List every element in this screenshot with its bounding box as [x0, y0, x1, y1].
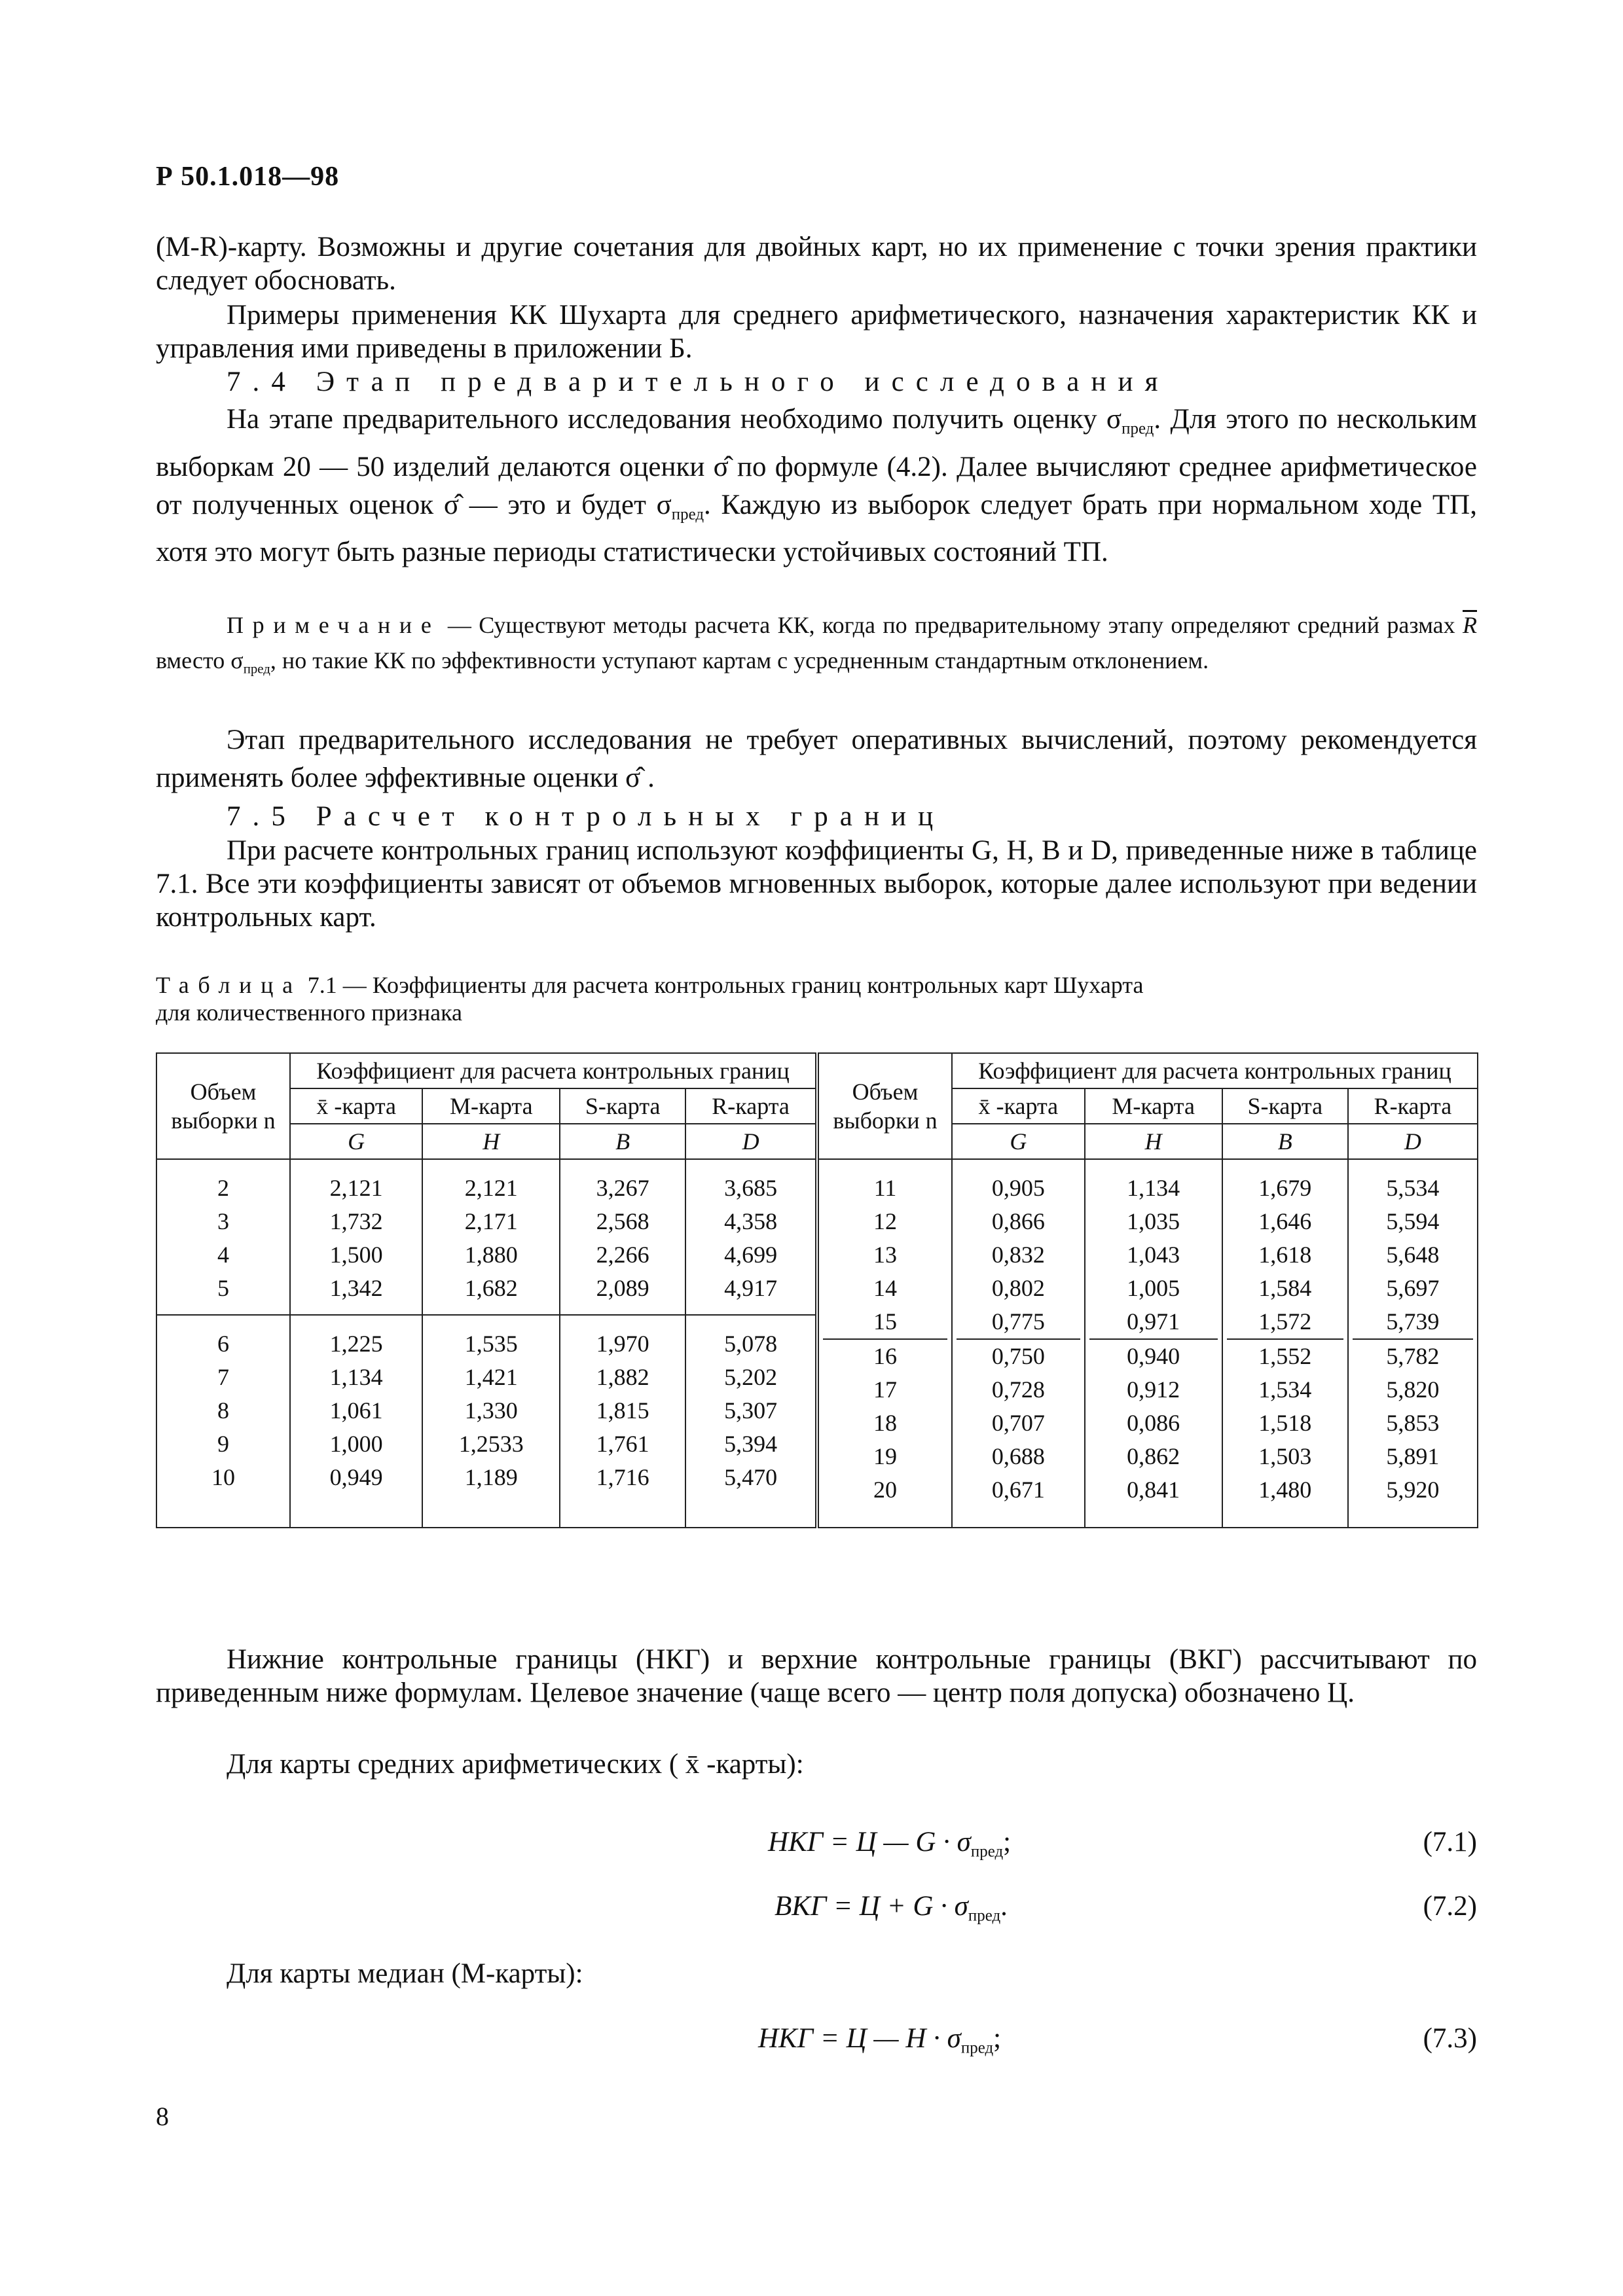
left-g1-g — [290, 1159, 422, 1315]
table-cell-value: 0,086 — [1127, 1410, 1180, 1436]
table-cell-value: 5,078 — [724, 1331, 778, 1357]
table-cell-value: 0,971 — [1127, 1308, 1180, 1335]
table-cell-value: 5,891 — [1386, 1443, 1440, 1469]
table-cell-value: 1,716 — [596, 1464, 649, 1490]
table-cell-value: 2 — [217, 1175, 229, 1201]
table-cell-value: 16 — [823, 1338, 947, 1373]
table-cell-value: 5,782 — [1353, 1338, 1473, 1373]
table-cell-value: 7 — [217, 1364, 229, 1390]
paragraph-7: Для карты средних арифметических ( x̄ -карты): — [227, 1749, 804, 1780]
table-cell-value: 1,134 — [329, 1364, 383, 1390]
paragraph-5: При расчете контрольных границ используют коэффициенты G, H, B и D, приведенные ниже в таблице 7.1. Все эти коэффициенты зависят от объемов мгновенных выборок, которые далее используют при ведении контрольных карт. — [156, 835, 1477, 933]
paragraph-1: (M-R)-карту. Возможны и другие сочетания для двойных карт, но их применение с точки зрения практики следует обосновать. — [156, 232, 1477, 296]
sym-b-left: B — [560, 1124, 685, 1159]
table-cell-value: 4,358 — [724, 1208, 778, 1234]
table-cell-value: 1,584 — [1258, 1275, 1312, 1301]
equation-number-7-3: (7.3) — [1423, 2023, 1477, 2054]
table-cell-value: 1,552 — [1227, 1338, 1343, 1373]
table-cell-value: 1,421 — [464, 1364, 518, 1390]
table-cell-value: 0,802 — [991, 1275, 1045, 1301]
table-cell-value: 11 — [873, 1175, 897, 1201]
chart-x-left: x̄ -карта — [290, 1088, 422, 1124]
left-g1-b — [560, 1159, 685, 1315]
right-h — [1085, 1159, 1222, 1528]
table-cell-value: 3,685 — [724, 1175, 778, 1201]
table-cell-value: 8 — [217, 1397, 229, 1424]
table-cell-value: 1,970 — [596, 1331, 649, 1357]
table-cell-value: 2,121 — [464, 1175, 518, 1201]
table-cell-value: 12 — [873, 1208, 898, 1234]
table-cell-value: 5 — [217, 1275, 229, 1301]
table-cell-value: 0,841 — [1127, 1477, 1180, 1503]
paragraph-4: Этап предварительного исследования не требует оперативных вычислений, поэтому рекомендуется применять более эффективные оценки σ̂ . — [156, 725, 1477, 793]
table-cell-value: 1,005 — [1127, 1275, 1180, 1301]
sym-d-left: D — [685, 1124, 817, 1159]
left-g2-d — [685, 1315, 817, 1528]
table-cell-value: 1,225 — [329, 1331, 383, 1357]
table-cell-value: 1,618 — [1258, 1242, 1312, 1268]
sym-h-right: H — [1085, 1124, 1222, 1159]
table-header-row-2 — [156, 1088, 1478, 1124]
table-cell-value: 5,394 — [724, 1431, 778, 1457]
table-cell-value: 2,089 — [596, 1275, 649, 1301]
table-cell-value: 5,202 — [724, 1364, 778, 1390]
table-cell-value: 1,035 — [1127, 1208, 1180, 1234]
table-cell-value: 0,775 — [991, 1308, 1045, 1335]
table-cell-value: 5,534 — [1386, 1175, 1440, 1201]
table-cell-value: 1,534 — [1258, 1376, 1312, 1403]
left-g2-h — [422, 1315, 560, 1528]
table-cell-value: 1,061 — [329, 1397, 383, 1424]
table-cell-value: 0,905 — [991, 1175, 1045, 1201]
table-cell-value: 1,330 — [464, 1397, 518, 1424]
table-cell-value: 2,266 — [596, 1242, 649, 1268]
table-cell-value: 0,728 — [991, 1376, 1045, 1403]
right-n — [817, 1159, 952, 1528]
table-cell-value: 5,648 — [1386, 1242, 1440, 1268]
table-cell-value: 1,189 — [464, 1464, 518, 1490]
table-cell-value: 2,171 — [464, 1208, 518, 1234]
table-row — [156, 1159, 1478, 1315]
left-g1-d — [685, 1159, 817, 1315]
table-cell-value: 1,2533 — [458, 1431, 524, 1457]
paragraph-8: Для карты медиан (M-карты): — [227, 1958, 583, 1989]
table-cell-value: 0,750 — [957, 1338, 1080, 1373]
table-cell-value: 4 — [217, 1242, 229, 1268]
left-g2-b — [560, 1315, 685, 1528]
table-cell-value: 1,535 — [464, 1331, 518, 1357]
paragraph-3: На этапе предварительного исследования необходимо получить оценку $\sigma_{пред}$. Для этого по нескольким выборкам 20 — 50 изделий делаются оценки σ̂ по формуле (4.2). Далее вычисляют среднее арифметическое от полученных оценок σ̂ — это и будет $\sigma_{пред}$. Каждую из выборок следует брать при нормальном ходе ТП, хотя это могут быть разные периоды статистически устойчивых состояний ТП. — [156, 404, 1478, 568]
chart-m-right: M-карта — [1085, 1088, 1222, 1124]
table-cell-value: 5,920 — [1386, 1477, 1440, 1503]
sym-g-left: G — [290, 1124, 422, 1159]
sym-d-right: D — [1348, 1124, 1478, 1159]
table-caption: Таблица 7.1 — Коэффициенты для расчета контрольных границ контрольных карт Шухарта для количественного признака — [156, 972, 1144, 1026]
table-cell-value: 1,646 — [1258, 1208, 1312, 1234]
table-cell-value: 1,572 — [1258, 1308, 1312, 1335]
table-cell-value: 0,912 — [1127, 1376, 1180, 1403]
table-cell-value: 4,699 — [724, 1242, 778, 1268]
right-d — [1348, 1159, 1478, 1528]
table-cell-value: 15 — [873, 1308, 898, 1335]
table-cell-value: 3 — [217, 1208, 229, 1234]
chart-x-right: x̄ -карта — [952, 1088, 1085, 1124]
table-cell-value: 1,682 — [464, 1275, 518, 1301]
equation-number-7-1: (7.1) — [1423, 1827, 1477, 1857]
col-coef-left: Коэффициент для расчета контрольных границ — [290, 1053, 817, 1088]
table-cell-value: 1,518 — [1258, 1410, 1312, 1436]
page-number: 8 — [156, 2102, 169, 2131]
table-cell-value: 1,342 — [329, 1275, 383, 1301]
table-cell-value: 5,307 — [724, 1397, 778, 1424]
chart-r-right: R-карта — [1348, 1088, 1478, 1124]
table-cell-value: 5,820 — [1386, 1376, 1440, 1403]
table-cell-value: 5,697 — [1386, 1275, 1440, 1301]
table-header-row-1 — [156, 1053, 1478, 1088]
table-cell-value: 1,732 — [329, 1208, 383, 1234]
sym-g-right: G — [952, 1124, 1085, 1159]
chart-m-left: M-карта — [422, 1088, 560, 1124]
right-b — [1222, 1159, 1348, 1528]
table-cell-value: 1,043 — [1127, 1242, 1180, 1268]
left-g2-n — [156, 1315, 290, 1528]
coefficients-table — [156, 1052, 1478, 1528]
table-cell-value: 5,594 — [1386, 1208, 1440, 1234]
table-cell-value: 17 — [873, 1376, 898, 1403]
table-cell-value: 18 — [873, 1410, 898, 1436]
table-cell-value: 5,853 — [1386, 1410, 1440, 1436]
table-cell-value: 0,832 — [991, 1242, 1045, 1268]
table-cell-value: 1,882 — [596, 1364, 649, 1390]
table-cell-value: 1,815 — [596, 1397, 649, 1424]
table-cell-value: 0,671 — [991, 1477, 1045, 1503]
table-cell-value: 0,949 — [329, 1464, 383, 1490]
chart-s-left: S-карта — [560, 1088, 685, 1124]
sym-b-right: B — [1222, 1124, 1348, 1159]
left-g2-g — [290, 1315, 422, 1528]
paragraph-2: Примеры применения КК Шухарта для среднего арифметического, назначения характеристик КК и управления ими приведены в приложении Б. — [156, 300, 1477, 364]
table-cell-value: 0,707 — [991, 1410, 1045, 1436]
table-cell-value: 6 — [217, 1331, 229, 1357]
table-cell-value: 1,134 — [1127, 1175, 1180, 1201]
table-cell-value: 14 — [873, 1275, 898, 1301]
table-cell-value: 4,917 — [724, 1275, 778, 1301]
table-cell-value: 13 — [873, 1242, 898, 1268]
col-sample-size-right: Объем выборки n — [817, 1053, 952, 1159]
formula-7-3: НКГ = Ц — $Н \cdot \sigma_{пред}$; — [758, 2023, 1002, 2057]
formula-7-1: НКГ = Ц — $G \cdot \sigma_{пред}$; — [768, 1827, 1012, 1861]
equation-number-7-2: (7.2) — [1423, 1891, 1477, 1922]
table-cell-value: 0,688 — [991, 1443, 1045, 1469]
table-cell-value: 0,940 — [1089, 1338, 1218, 1373]
col-sample-size-left: Объем выборки n — [156, 1053, 290, 1159]
table-cell-value: 1,480 — [1258, 1477, 1312, 1503]
chart-s-right: S-карта — [1222, 1088, 1348, 1124]
table-cell-value: 1,761 — [596, 1431, 649, 1457]
table-cell-value: 0,866 — [991, 1208, 1045, 1234]
table-cell-value: 1,000 — [329, 1431, 383, 1457]
table-cell-value: 1,880 — [464, 1242, 518, 1268]
note: Примечание — Существуют методы расчета КК, когда по предварительному этапу определяют средний размах $\overline{R}$ вместо $\sigma_{пред}$, но такие КК по эффективности уступают картам с усредненным стандартным отклонением. — [156, 612, 1477, 677]
paragraph-6: Нижние контрольные границы (НКГ) и верхние контрольные границы (ВКГ) рассчитывают по приведенным ниже формулам. Целевое значение (чаще всего — центр поля допуска) обозначено Ц. — [156, 1644, 1477, 1708]
section-7-5-heading: 7.5 Расчет контрольных границ — [227, 801, 945, 832]
left-g1-n — [156, 1159, 290, 1315]
section-7-4-heading: 7.4 Этап предварительного исследования — [227, 367, 1170, 397]
formula-7-2: ВКГ = $Ц + G \cdot \sigma_{пред}$. — [775, 1891, 1008, 1925]
table-cell-value: 2,121 — [329, 1175, 383, 1201]
document-code: Р 50.1.018—98 — [156, 162, 340, 192]
table-header-row-3 — [156, 1124, 1478, 1159]
table-cell-value: 5,470 — [724, 1464, 778, 1490]
table-cell-value: 9 — [217, 1431, 229, 1457]
table-cell-value: 1,679 — [1258, 1175, 1312, 1201]
chart-r-left: R-карта — [685, 1088, 817, 1124]
table-cell-value: 20 — [873, 1477, 898, 1503]
table-cell-value: 5,739 — [1386, 1308, 1440, 1335]
right-g — [952, 1159, 1085, 1528]
sym-h-left: H — [422, 1124, 560, 1159]
table-cell-value: 3,267 — [596, 1175, 649, 1201]
table-cell-value: 2,568 — [596, 1208, 649, 1234]
table-cell-value: 1,500 — [329, 1242, 383, 1268]
table-cell-value: 1,503 — [1258, 1443, 1312, 1469]
table-cell-value: 0,862 — [1127, 1443, 1180, 1469]
table-cell-value: 10 — [211, 1464, 235, 1490]
table-cell-value: 19 — [873, 1443, 898, 1469]
left-g1-h — [422, 1159, 560, 1315]
col-coef-right: Коэффициент для расчета контрольных границ — [952, 1053, 1478, 1088]
